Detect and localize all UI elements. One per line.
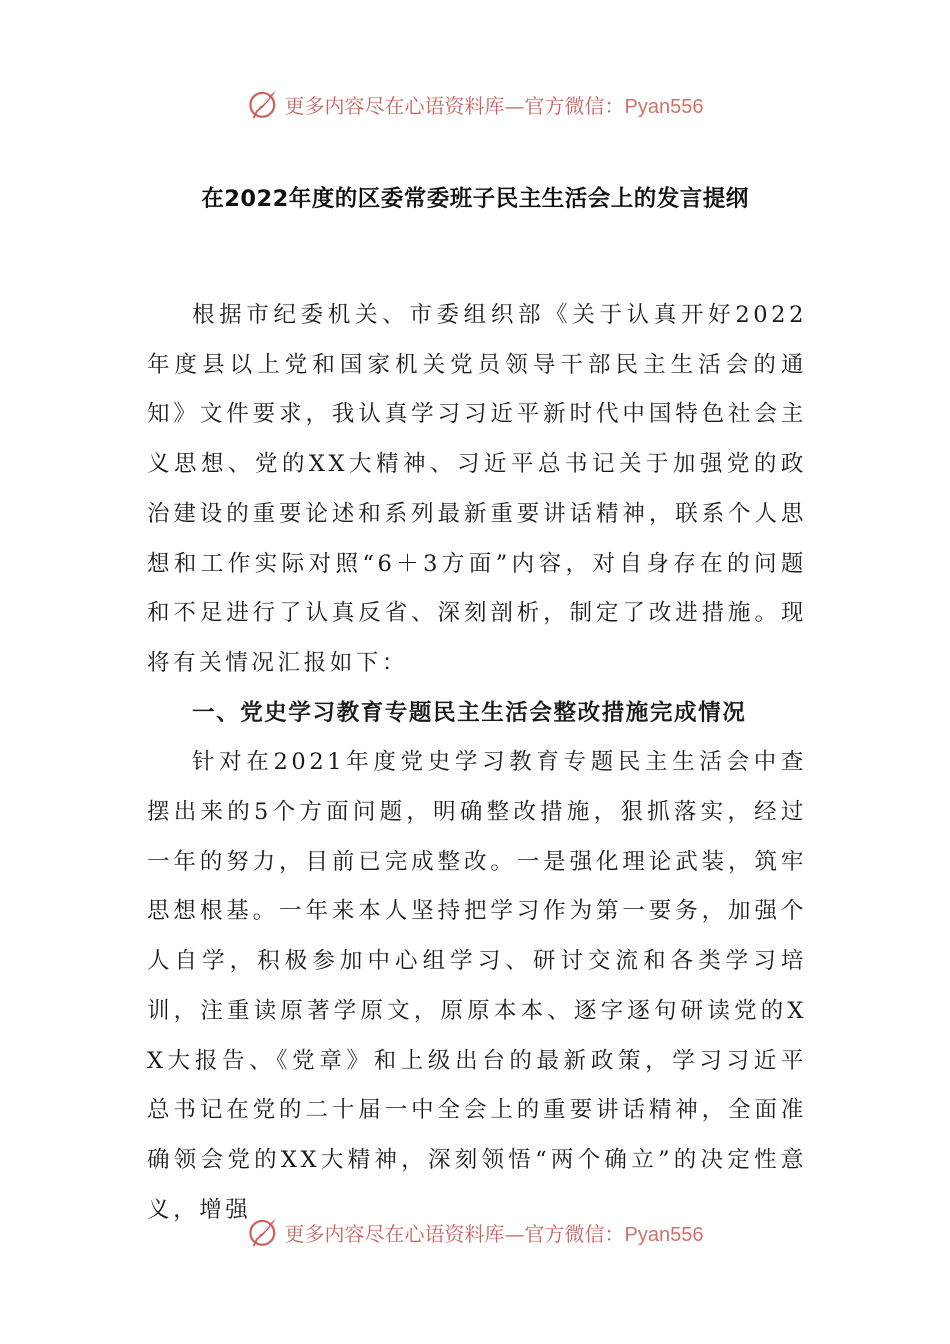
watermark-text — [285, 90, 704, 119]
watermark-text — [285, 1218, 704, 1247]
document-title: 在2022年度的区委常委班子民主生活会上的发言提纲 — [201, 186, 749, 212]
section-heading-1: 一、党史学习教育专题民主生活会整改措施完成情况 — [192, 699, 747, 726]
footer-watermark-banner — [0, 1210, 950, 1254]
intro-paragraph: 根据市纪委机关、市委组织部《关于认真开好2022年度县以上党和国家机关党员领导干部民主生活会的通知》文件要求，我认真学习习近平新时代中国特色社会主义思想、党的XX大精神、习近平总书记关于加强党的政治建设的重要论述和系列最新重要讲话精神，联系个人思想和工作实际对照“6＋3方面”内容，对自身存在的问题和不足进行了认真反省、深刻剖析，制定了改进措施。现将有关情况汇报如下： — [147, 302, 807, 676]
quill-pen-logo-icon — [247, 87, 281, 121]
header-watermark-banner — [0, 82, 950, 126]
watermark-label: 更多内容尽在心语资料库—官方微信： — [284, 93, 625, 118]
watermark-handle: Pyan556 — [624, 95, 704, 118]
document-body — [147, 291, 807, 1235]
section-1-paragraph: 针对在2021年度党史学习教育专题民主生活会中查摆出来的5个方面问题，明确整改措施，狠抓落实，经过一年的努力，目前已完成整改。一是强化理论武装，筑牢思想根基。一年来本人坚持把学习作为第一要务，加强个人自学，积极参加中心组学习、研讨交流和各类学习培训，注重读原著学原文，原原本本、逐字逐句研读党的XX大报告、《党章》和上级出台的最新政策，学习习近平总书记在党的二十届一中全会上的重要讲话精神，全面准确领会党的XX大精神，深刻领悟“两个确立”的决定性意义，增强 — [147, 749, 807, 1223]
watermark-handle: Pyan556 — [624, 1223, 704, 1246]
quill-pen-logo-icon — [247, 1215, 281, 1249]
watermark-label: 更多内容尽在心语资料库—官方微信： — [284, 1221, 625, 1246]
